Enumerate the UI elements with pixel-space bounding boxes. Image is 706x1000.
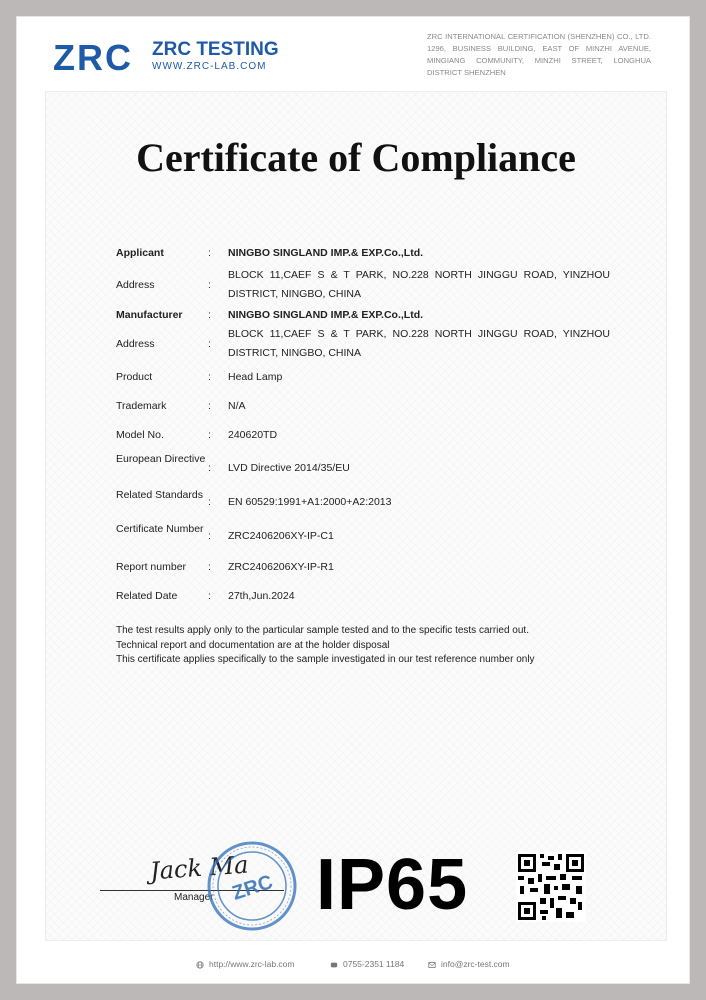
date-label: Related Date <box>116 590 178 602</box>
trademark-value: N/A <box>228 400 246 412</box>
certificate-title: Certificate of Compliance <box>136 135 576 180</box>
ip-rating: IP65 <box>316 845 469 925</box>
signature: Jack Ma <box>149 850 250 886</box>
directive-label: European Directive <box>116 453 206 465</box>
colon: : <box>208 338 211 350</box>
colon: : <box>208 309 211 321</box>
logo-title: ZRC TESTING <box>152 39 279 60</box>
mail-icon <box>427 961 437 969</box>
standards-value: EN 60529:1991+A1:2000+A2:2013 <box>228 496 392 508</box>
phone-icon <box>329 961 339 969</box>
certificate-page <box>16 16 690 984</box>
colon: : <box>208 462 211 474</box>
trademark-label: Trademark <box>116 400 167 412</box>
company-address: ZRC INTERNATIONAL CERTIFICATION (SHENZHEN) CO., LTD. 1296, BUSINESS BUILDING, EAST OF MINZHI AVENUE, MINGIANG COMMUNITY, MINZHI STREET, LONGHUA DISTRICT SHENZHEN <box>427 32 651 77</box>
colon: : <box>208 530 211 542</box>
date-value: 27th,Jun.2024 <box>228 590 295 602</box>
report-value: ZRC2406206XY-IP-R1 <box>228 561 334 573</box>
applicant-value: NINGBO SINGLAND IMP.& EXP.Co.,Ltd. <box>228 247 424 259</box>
colon: : <box>208 429 211 441</box>
footer-website <box>195 959 295 969</box>
qr-code-icon <box>516 852 586 922</box>
product-value: Head Lamp <box>228 371 283 383</box>
certificate-body <box>45 91 667 941</box>
address-label: Address <box>116 338 155 350</box>
colon: : <box>208 590 211 602</box>
applicant-label: Applicant <box>116 247 164 259</box>
manufacturer-label: Manufacturer <box>116 309 183 321</box>
notes <box>116 624 636 668</box>
directive-value: LVD Directive 2014/35/EU <box>228 462 350 474</box>
logo-website: WWW.ZRC-LAB.COM <box>152 61 267 72</box>
model-value: 240620TD <box>228 429 278 441</box>
address-value: BLOCK 11,CAEF S & T PARK, NO.228 NORTH JINGGU ROAD, YINZHOU DISTRICT, NINGBO, CHINA <box>228 328 610 359</box>
logo: ZRC <box>53 37 133 78</box>
globe-icon <box>195 961 205 969</box>
phone-text: 0755-2351 1184 <box>343 959 405 969</box>
colon: : <box>208 496 211 508</box>
manufacturer-value: NINGBO SINGLAND IMP.& EXP.Co.,Ltd. <box>228 309 424 321</box>
note-line: Technical report and documentation are at the holder disposal <box>116 639 390 651</box>
stamp-icon <box>206 840 298 932</box>
colon: : <box>208 400 211 412</box>
manager-label: Manager <box>174 892 214 903</box>
colon: : <box>208 279 211 291</box>
standards-label: Related Standards <box>116 489 203 501</box>
footer <box>17 957 689 973</box>
note-line: This certificate applies specifically to the sample investigated in our test reference number only <box>116 654 535 665</box>
footer-email <box>427 959 510 969</box>
email-text: info@zrc-test.com <box>441 959 510 969</box>
colon: : <box>208 371 211 383</box>
address-value: BLOCK 11,CAEF S & T PARK, NO.228 NORTH JINGGU ROAD, YINZHOU DISTRICT, NINGBO, CHINA <box>228 269 610 300</box>
note-line: The test results apply only to the particular sample tested and to the specific tests carried out. <box>116 625 529 636</box>
product-label: Product <box>116 371 153 383</box>
model-label: Model No. <box>116 429 164 441</box>
certificate-number-label: Certificate Number <box>116 523 204 535</box>
footer-phone <box>329 959 404 969</box>
colon: : <box>208 561 211 573</box>
website-text: http://www.zrc-lab.com <box>209 959 295 969</box>
stamp-text: ZRC <box>229 871 276 905</box>
report-label: Report number <box>116 561 187 573</box>
colon: : <box>208 247 211 259</box>
address-label: Address <box>116 279 155 291</box>
certificate-number-value: ZRC2406206XY-IP-C1 <box>228 530 334 542</box>
